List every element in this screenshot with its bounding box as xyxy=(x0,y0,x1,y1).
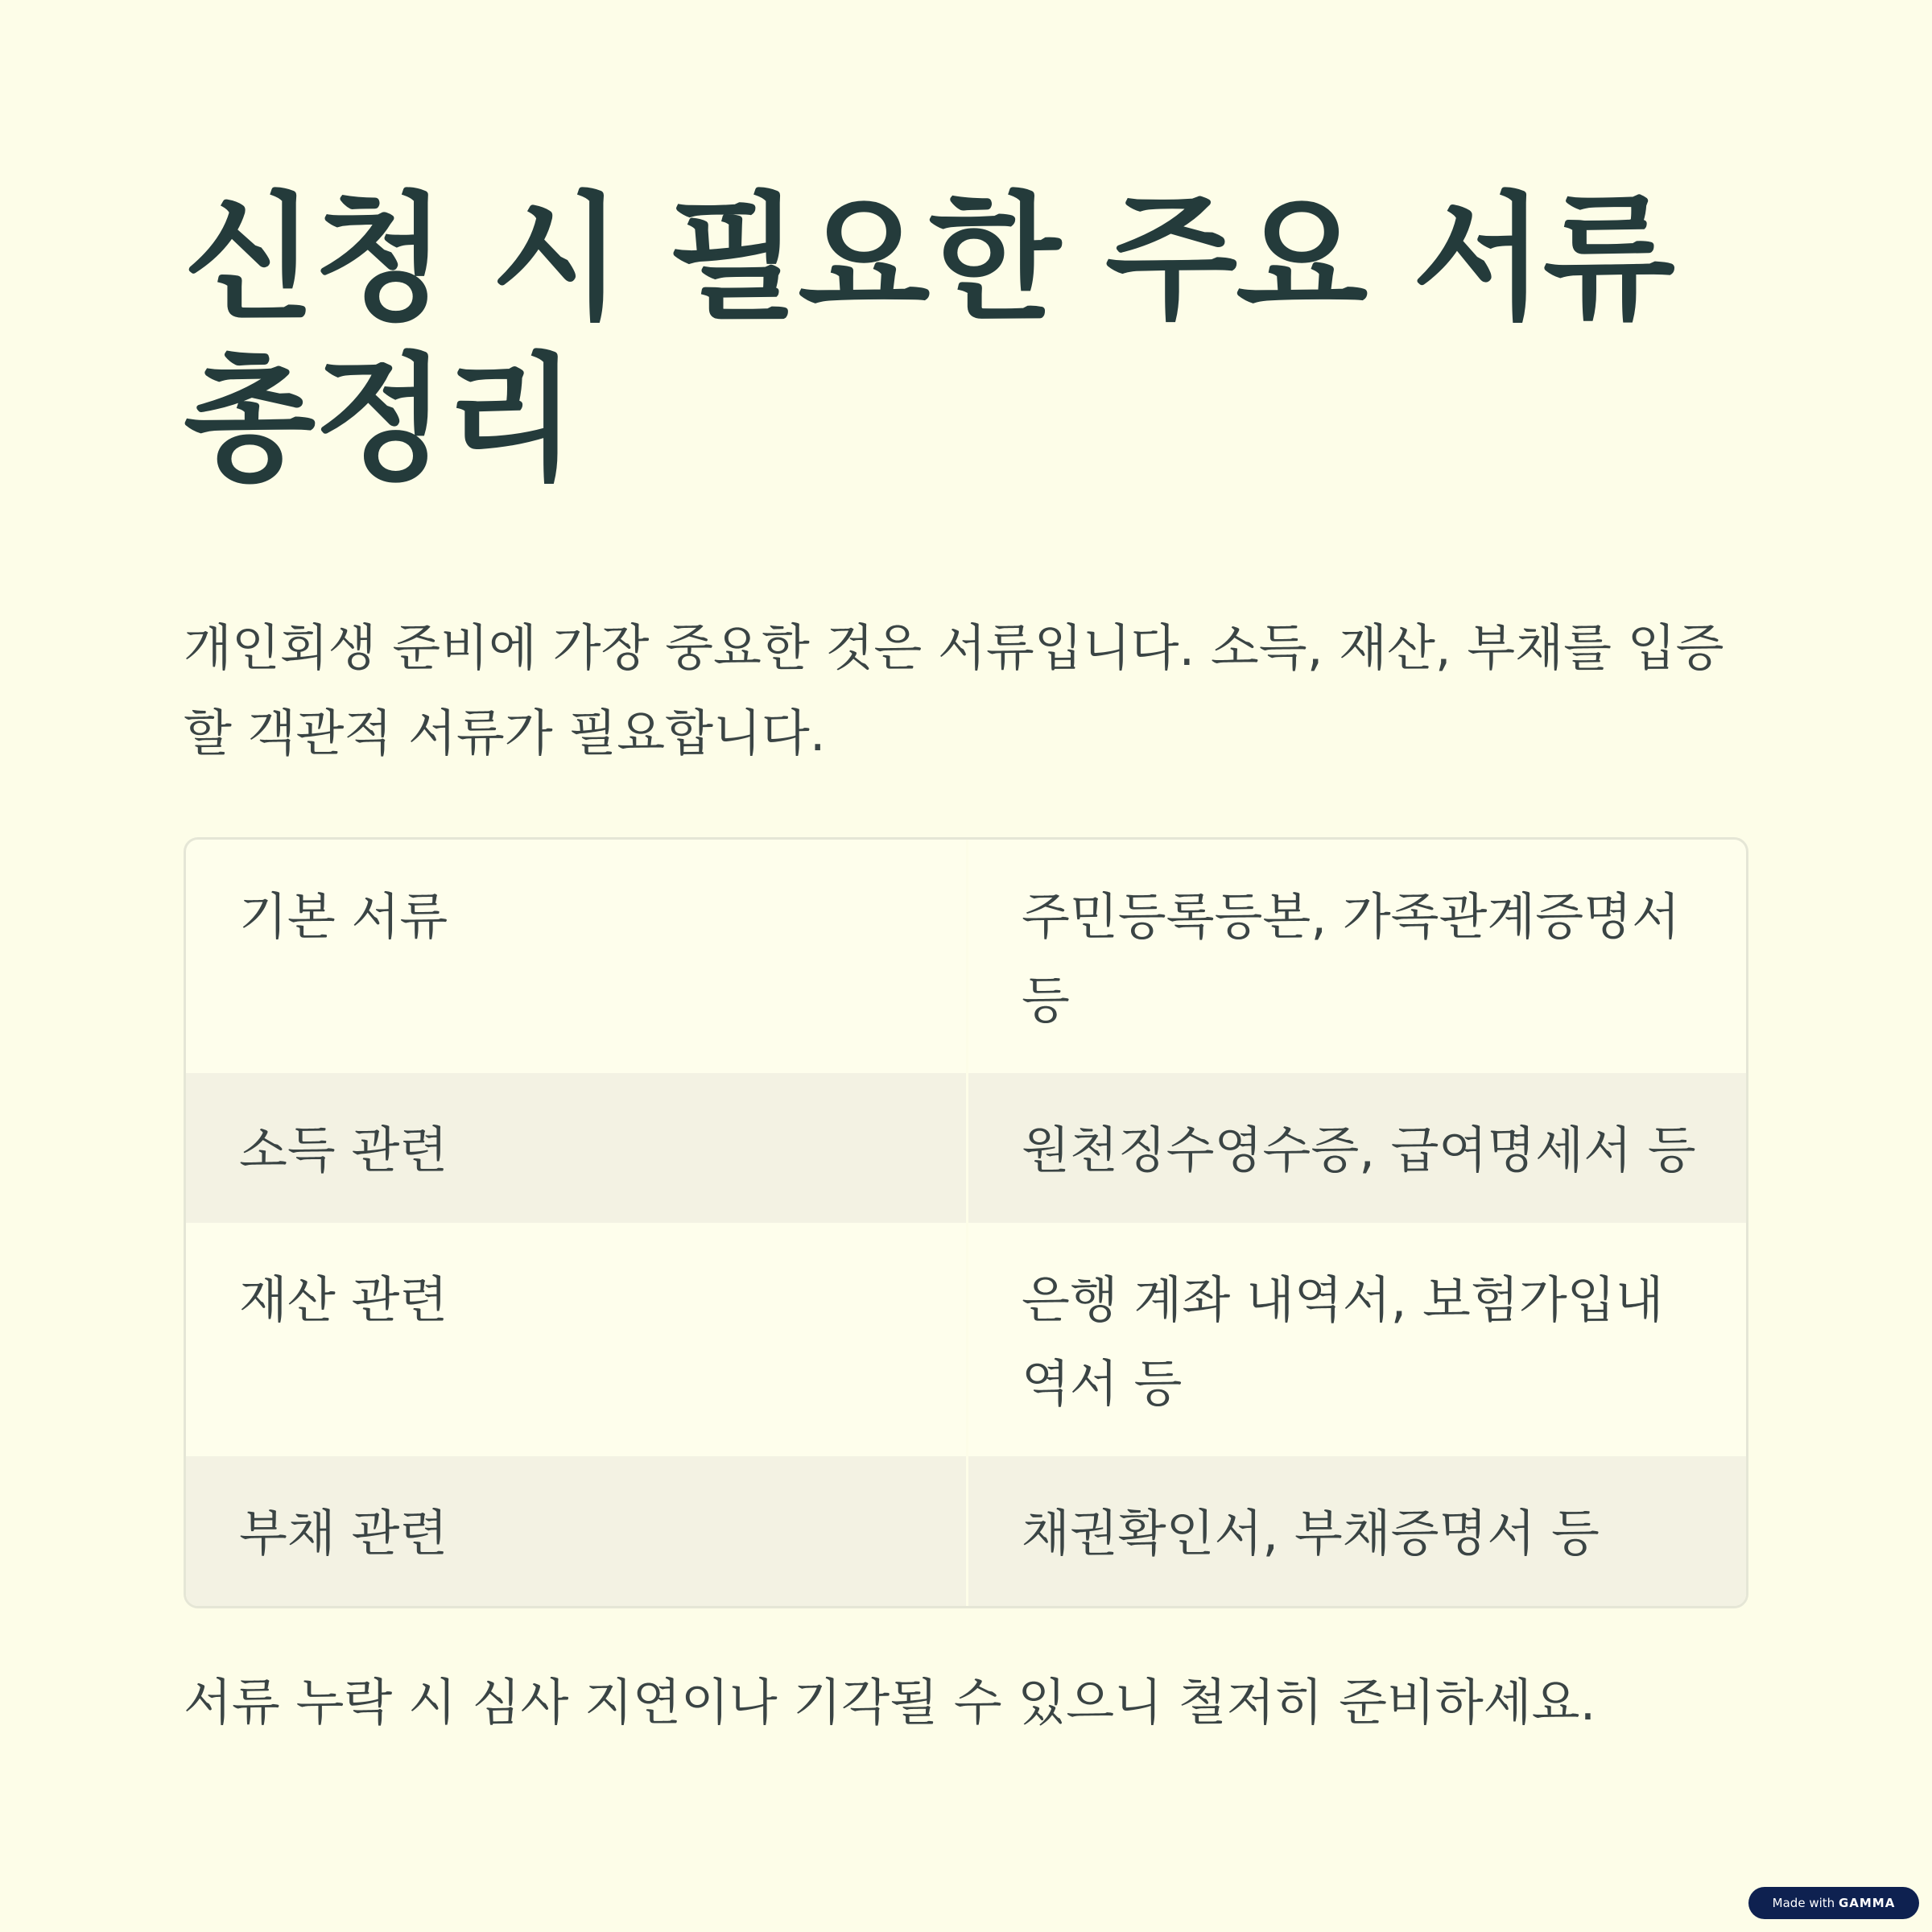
made-with-gamma-badge[interactable] xyxy=(1748,1887,1919,1919)
row-category: 부채 관련 xyxy=(239,1504,448,1563)
footer-note: 서류 누락 시 심사 지연이나 기각될 수 있으니 철저히 준비하세요. xyxy=(184,1673,1596,1732)
badge-prefix: Made with xyxy=(1772,1896,1835,1910)
row-documents: 채권확인서, 부채증명서 등 xyxy=(966,1456,1746,1608)
table-row xyxy=(186,1456,1746,1608)
intro-paragraph: 개인회생 준비에 가장 중요한 것은 서류입니다. 소득, 재산, 부채를 입증할 객관적 서류가 필요합니다. xyxy=(184,618,1724,762)
row-category: 기본 서류 xyxy=(239,887,448,946)
documents-table xyxy=(184,837,1748,1608)
table-row xyxy=(186,840,1746,1073)
table-row xyxy=(186,1223,1746,1456)
page-title: 신청 시 필요한 주요 서류 총정리 xyxy=(184,180,1674,500)
table-row xyxy=(186,1073,1746,1223)
row-category: 재산 관련 xyxy=(239,1270,448,1329)
row-documents: 원천징수영수증, 급여명세서 등 xyxy=(966,1073,1746,1223)
gamma-logo: GAMMA xyxy=(1838,1896,1896,1910)
row-documents: 은행 계좌 내역서, 보험가입내역서 등 xyxy=(966,1223,1746,1456)
row-category: 소득 관련 xyxy=(239,1121,448,1179)
row-documents: 주민등록등본, 가족관계증명서 등 xyxy=(966,840,1746,1073)
